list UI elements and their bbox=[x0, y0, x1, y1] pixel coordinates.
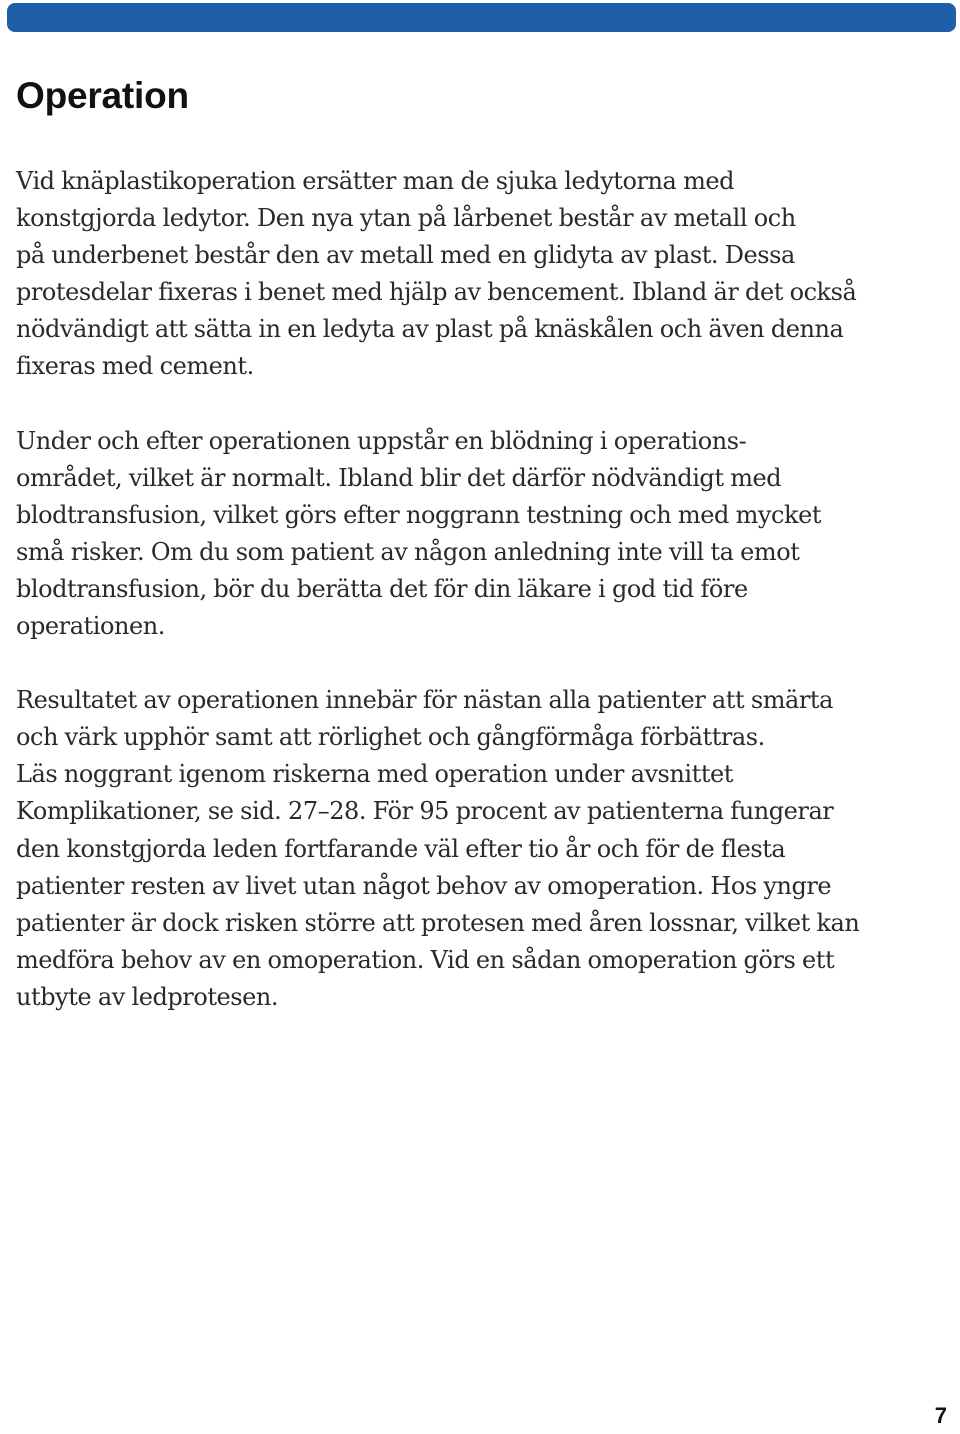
page-number: 7 bbox=[934, 1403, 947, 1428]
paragraph-bleeding-transfusion: Under och efter operationen uppstår en blödning i operations- området, vilket är normalt. Ibland blir det därför nödvändigt med blodtransfusion, vilket görs efter noggrann testning och med mycket små risker. Om du som patient av någon anledning inte vill ta emot blodtransfusion, bör du berätta det för din läkare i god tid före operationen. bbox=[16, 426, 822, 641]
paragraph-operation-description: Vid knäplastikoperation ersätter man de sjuka ledytorna med konstgjorda ledytor. Den nya ytan på lårbenet består av metall och på underbenet består den av metall med en glidyta av plast. Dessa protesdelar fixeras i benet med hjälp av bencement. Ibland är det också nödvändigt att sätta in en ledyta av plast på knäskålen och även denna fixeras med cement. bbox=[16, 167, 857, 381]
paragraph-results: Resultatet av operationen innebär för nästan alla patienter att smärta och värk upphör samt att rörlighet och gångförmåga förbättras. Läs noggrant igenom riskerna med operation under avsnittet Komplikationer, se sid. 27–28. För 95 procent av patienterna fungerar den konstgjorda leden fortfarande väl efter tio år och för de flesta patienter resten av livet utan något behov av omoperation. Hos yngre patienter är dock risken större att protesen med åren lossnar, vilket kan medföra behov av en omoperation. Vid en sådan omoperation görs ett utbyte av ledprotesen. bbox=[16, 686, 860, 1011]
header-bar bbox=[7, 3, 956, 32]
page-title: Operation bbox=[16, 75, 189, 116]
body-text bbox=[16, 163, 951, 1053]
